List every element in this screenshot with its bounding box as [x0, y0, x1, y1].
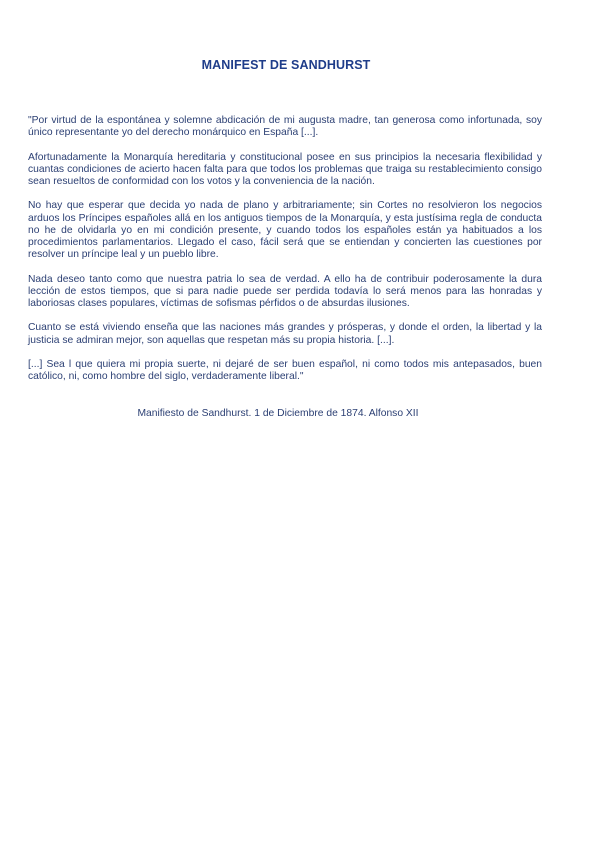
document-title: MANIFEST DE SANDHURST [201, 58, 371, 72]
paragraph-2: Afortunadamente la Monarquía hereditaria y constitucional posee en sus principios la necesaria flexibilidad y cuantas condiciones de acierto hacen falta para que todos los problemas que traiga su restablecimiento consigo sean resueltos de conformidad con los votos y la conveniencia de la nación. [28, 151, 542, 187]
paragraph-1: "Por virtud de la espontánea y solemne abdicación de mi augusta madre, tan generosa como infortunada, soy único representante yo del derecho monárquico en España [...]. [28, 115, 542, 139]
signature-line: Manifiesto de Sandhurst. 1 de Diciembre de 1874. Alfonso XII [137, 408, 419, 419]
paragraph-3: No hay que esperar que decida yo nada de plano y arbitrariamente; sin Cortes no resolvieron los negocios arduos los Príncipes españoles allá en los antiguos tiempos de la Monarquía, y esta justísima regla de conducta no he de olvidarla yo en mi condición presente, y cuando todos los españoles están ya habituados a los procedimientos parlamentarios. Llegado el caso, fácil será que se entiendan y concierten las cuestiones por resolver un príncipe leal y un pueblo libre. [28, 200, 542, 261]
paragraph-5: Cuanto se está viviendo enseña que las naciones más grandes y prósperas, y donde el orden, la libertad y la justicia se admiran mejor, son aquellas que respetan más su propia historia. [...]. [28, 322, 542, 346]
paragraph-6: [...] Sea l que quiera mi propia suerte, ni dejaré de ser buen español, ni como todos mis antepasados, buen católico, ni, como hombre del siglo, verdaderamente liberal." [28, 358, 542, 383]
document-body [28, 115, 542, 396]
paragraph-4: Nada deseo tanto como que nuestra patria lo sea de verdad. A ello ha de contribuir poderosamente la dura lección de estos tiempos, que si para nadie puede ser perdida todavía lo será menos para las honradas y laboriosas clases populares, víctimas de sofismas pérfidos o de absurdas ilusiones. [28, 273, 542, 309]
